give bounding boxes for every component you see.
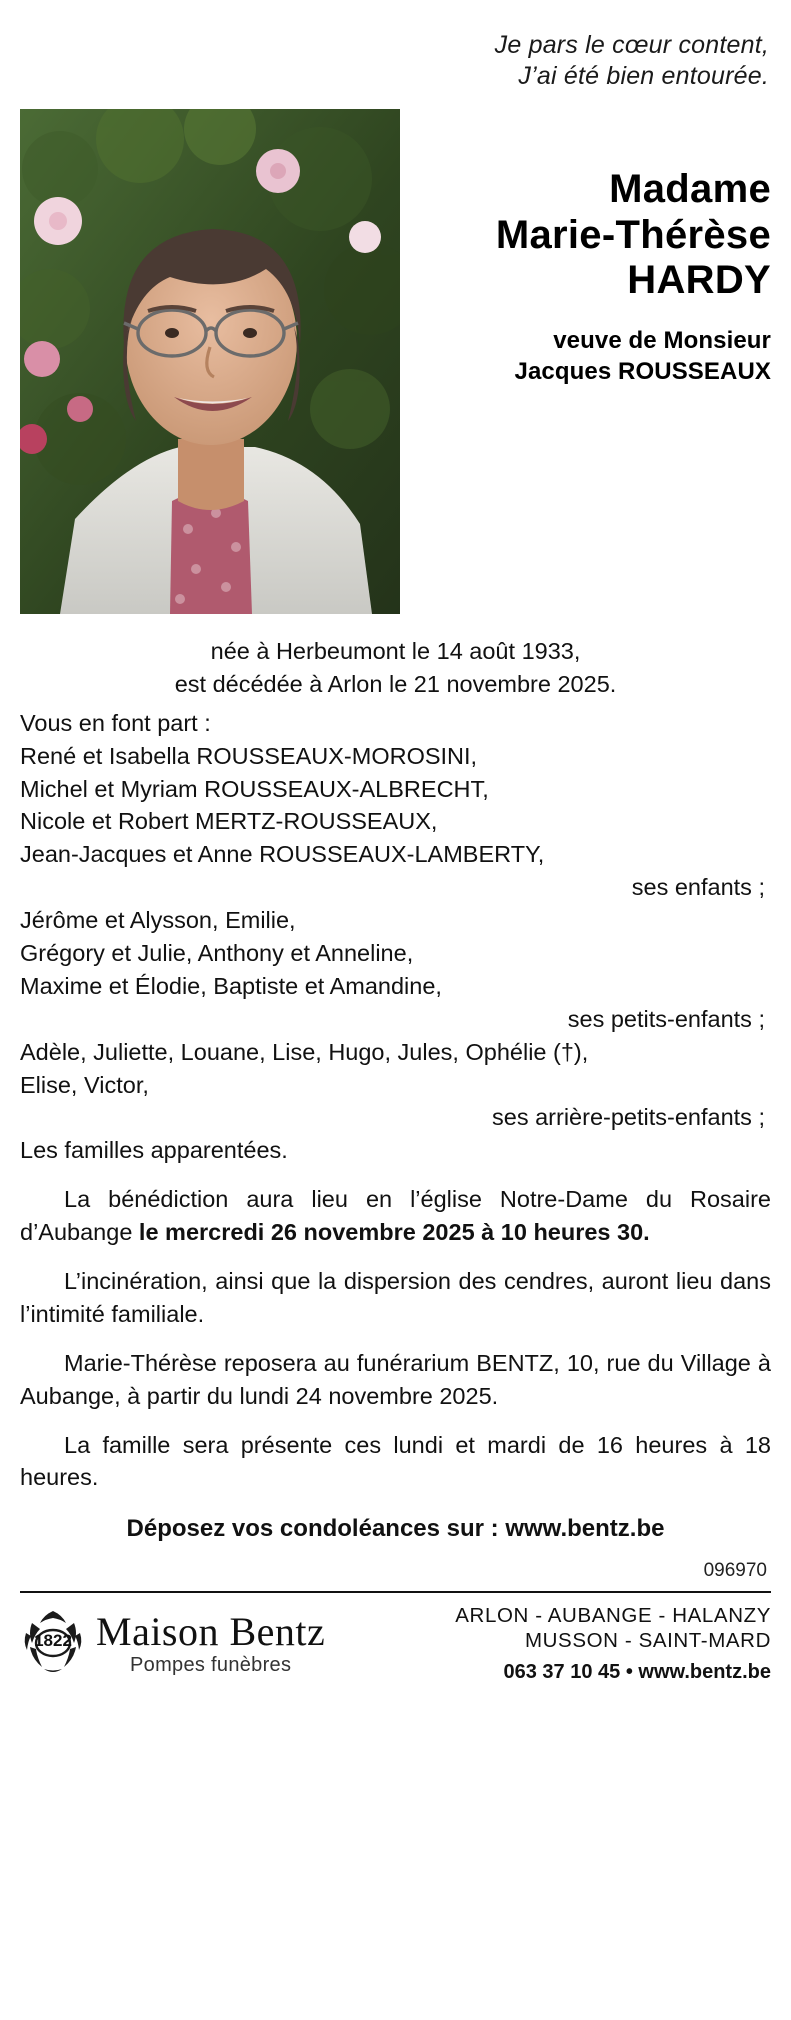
list-item: Adèle, Juliette, Louane, Lise, Hugo, Jules, Ophélie (†), [20,1038,589,1065]
visiting-hours-paragraph: La famille sera présente ces lundi et mardi de 16 heures à 18 heures. [20,1431,771,1491]
children-label: ses enfants ; [631,874,765,901]
obituary-inner [20,18,771,2002]
company-name: Maison Bentz [96,1609,326,1655]
company-brand [96,1611,325,1676]
grandchildren-list [20,904,771,1003]
list-item: Michel et Myriam ROUSSEAUX-ALBRECHT, [20,775,489,802]
footer [20,1603,771,1685]
portrait-and-name-block [20,109,771,629]
funeral-home-paragraph: Marie-Thérèse reposera au funérarium BENTZ, 10, rue du Village à Aubange, à partir du lundi 24 novembre 2025. [20,1349,771,1409]
list-item: Maxime et Élodie, Baptiste et Amandine, [20,972,442,999]
spouse-info [410,326,771,387]
condolences-line[interactable]: Déposez vos condoléances sur : www.bentz.be [126,1515,665,1543]
cremation-paragraph: L’incinération, ainsi que la dispersion des cendres, auront lieu dans l’intimité familiale. [20,1268,771,1327]
great-grandchildren-list [20,1036,771,1102]
epigraph [20,18,771,91]
cities-line-1: ARLON - AUBANGE - HALANZY [455,1603,771,1627]
birth-line: née à Herbeumont le 14 août 1933, [210,638,581,664]
company-subtitle: Pompes funèbres [130,1654,292,1677]
epigraph-line-1: Je pars le cœur content, [494,31,769,59]
crest-year: 1822 [34,1630,72,1650]
portrait-photo [20,109,400,614]
announcement-intro: Vous en font part : [20,709,211,736]
list-item: Nicole et Robert MERTZ-ROUSSEAUX, [20,808,438,835]
blessing-datetime: le mercredi 26 novembre 2025 à 10 heures 30. [138,1219,650,1246]
footer-divider [20,1591,771,1593]
relatives-line: Les familles apparentées. [20,1137,288,1164]
deceased-name-block [410,167,771,387]
blessing-paragraph [20,1183,771,1249]
deceased-last-name: HARDY [627,258,771,303]
deceased-title: Madame [609,167,771,211]
footer-brand-block [20,1607,325,1681]
laurel-crest-icon [20,1607,86,1681]
list-item: René et Isabella ROUSSEAUX-MOROSINI, [20,742,478,769]
deceased-first-name: Marie-Thérèse [495,212,771,257]
contact-line[interactable]: 063 37 10 45 • www.bentz.be [503,1660,771,1683]
spouse-line-1: veuve de Monsieur [553,326,771,354]
great-grandchildren-label: ses arrière-petits-enfants ; [492,1104,765,1131]
children-list [20,740,771,872]
obituary-body [20,635,771,1585]
list-item: Jean-Jacques et Anne ROUSSEAUX-LAMBERTY, [20,841,545,868]
blessing-text: La bénédiction aura lieu en l’église Notre-Dame du Rosaire d’Aubange [20,1186,771,1246]
cities-line-2: MUSSON - SAINT-MARD [524,1629,771,1653]
spouse-line-2: Jacques ROUSSEAUX [514,357,771,385]
list-item: Jérôme et Alysson, Emilie, [20,907,296,934]
list-item: Grégory et Julie, Anthony et Anneline, [20,940,414,967]
grandchildren-label: ses petits-enfants ; [567,1005,765,1032]
death-line: est décédée à Arlon le 21 novembre 2025. [174,670,617,697]
footer-contact-block [455,1603,771,1685]
list-item: Elise, Victor, [20,1071,149,1098]
reference-number: 096970 [703,1559,767,1581]
epigraph-line-2: J’ai été bien entourée. [518,61,769,90]
